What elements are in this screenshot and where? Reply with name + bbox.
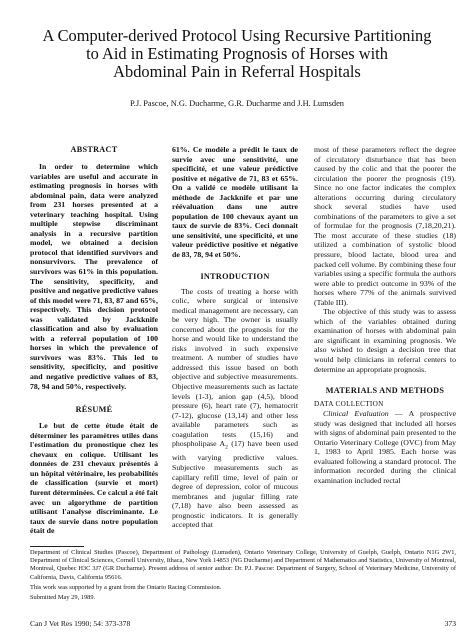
intro-subscript: 2: [225, 444, 228, 451]
intro-text-after: (17) have been used with varying predictive values. Subjective measurements such as capillary refill time, level of pain or degree of depression, color of mucous membranes and jugular filling rate (7,18) have also been assessed as prognostic indicators. It is generally accepted that: [172, 439, 298, 530]
introduction-paragraph-1: [172, 287, 298, 530]
column-right: [314, 145, 456, 486]
abstract-heading: ABSTRACT: [70, 145, 118, 154]
submitted-footnote: Submitted May 29, 1989.: [30, 594, 96, 602]
footnotes: [30, 549, 456, 602]
methods-subheading: DATA COLLECTION: [314, 400, 384, 409]
title-line-2: to Aid in Estimating Prognosis of Horses with: [86, 44, 388, 63]
intro-text-before: The costs of treating a horse with colic, where surgical or intensive medical management are necessary, can be very high. The owner is usually concerned about the prognosis for the horse and would like to understand the risks involved in such expensive treatment. A number of studies have addressed this issue based on both objective and subjective measurements. Objective measurements such as lactate levels (1-3), anion gap (4,5), blood pressure (6), heart rate (7), hematocrit (7-12), glucose (13,14) and other less available parameters such as coagulation tests (15,16) and phospholipase A: [172, 286, 298, 449]
abstract-text: In order to determine which variables are useful and accurate in estimating prognosis in horses with abdominal pain, data were analyzed from 231 horses presented at a veterinary teaching hospital. Using multiple stepwise discriminant analysis in a recursive partition model, we obtained a decision protocol that identified survivors and nonsurvivors. The prevalence of survivors was 61% in this population. The sensitivity, specificity, and positive and negative predictive values of this model were 71, 83, 87 and 65%, respectively. This decision protocol was validated by Jackknife classification and also by evaluation with a referral population of 100 horses in which the prevalence of survivors was 83%. This led to sensitivity, specificity, and positive and negative predictive values of 83, 78, 94 and 50%, respectively.: [30, 162, 158, 391]
resume-text: Le but de cette étude était de déterminer les paramètres utiles dans l'estimation du pronostique chez les chevaux en colique. Utilisant les données de 231 chevaux présentés à un hôpital vétérinaire, les probabilités de classification (survie et mort) furent déterminées. Ce calcul a été fait avec un algorythme de partition utilisant l'analyse discriminante. Le taux de survie dans notre population était de: [30, 421, 158, 536]
column-middle: [172, 145, 298, 530]
methods-dash: —: [388, 409, 409, 419]
methods-paragraph: [314, 409, 456, 485]
page-number: 373: [444, 619, 456, 628]
methods-text: A prospective study was designed that included all horses with signs of abdominal pain presented to the Ontario Veterinary College (OVC) from May 1, 1983 to April 1985. Each horse was evaluated following a standard protocol. The information recorded during the clinical examination included rectal: [314, 409, 456, 485]
article-title: [20, 27, 454, 81]
footnote-rule: [30, 546, 84, 547]
title-line-3: Abdominal Pain in Referral Hospitals: [113, 62, 361, 81]
support-footnote: This work was supported by a grant from the Ontario Racing Commission.: [30, 583, 222, 591]
introduction-paragraph-2: The objective of this study was to assess which of the variables obtained during examination of horses with abdominal pain are significant in examining prognosis. We also wished to design a decision tree that would help clinicians in referral centers to determine an appropriate prognosis.: [314, 307, 456, 374]
journal-citation: Can J Vet Res 1990; 54: 373-378: [30, 619, 131, 628]
methods-heading: MATERIALS AND METHODS: [325, 386, 445, 396]
introduction-paragraph-1-continued: most of these parameters reflect the degree of circulatory disturbance that has been caused by the colic and that the poorer the circulation the poorer the prognosis (19). Since no one factor indicates the complex alterations occurring during circulatory shock several studies have used combinations of the parameters to give a set of formulae for the prognosis (7,18,20,21). The most accurate of these studies (18) utilized a combination of systolic blood pressure, blood lactate, blood urea and packed cell volume. By combining these four variables using a specific formula the authors were able to predict outcome in 93% of the horses where 77% of the animals survived (Table III).: [314, 145, 456, 307]
author-list: P.J. Pascoe, N.G. Ducharme, G.R. Ducharme and J.H. Lumsden: [130, 99, 344, 108]
resume-heading: RÉSUMÉ: [75, 405, 113, 415]
affiliation-footnote: Department of Clinical Studies (Pascoe), Department of Pathology (Lumsden), Ontario Veterinary College, University of Guelph, Guelph, Ontario N1G 2W1, Department of Clinical Sciences, Cornell University, Ithaca, New York 14853 (NG Ducharme) and Department of Mathematics and Statistics, University of Montreal, Montreal, Quebec H3C 3J7 (GR Ducharme). Present address of senior author: Dr. P.J. Pascoe: Department of Surgery, School of Veterinary Medicine, University of California, Davis, California 95616.: [30, 549, 456, 581]
column-left: [30, 145, 158, 536]
title-line-1: A Computer-derived Protocol Using Recursive Partitioning: [42, 26, 432, 45]
introduction-heading: INTRODUCTION: [200, 271, 270, 281]
clinical-evaluation-label: Clinical Evaluation: [323, 409, 389, 419]
resume-text-continued: 61%. Ce modèle a prédit le taux de survie avec une sensitivité, une specificité, et une valeur prédictive positive et négative de 71, 83 et 65%. On a validé ce modèle utilisant la méthode de Jackknife et par une réévaluation dans une autre population de 100 chevaux ayant un taux de survie de 83%. Ceci donnait une sensitivité, une specificité, et une valeur prédictive positive et négative de 83, 78, 94 et 50%.: [172, 145, 298, 260]
